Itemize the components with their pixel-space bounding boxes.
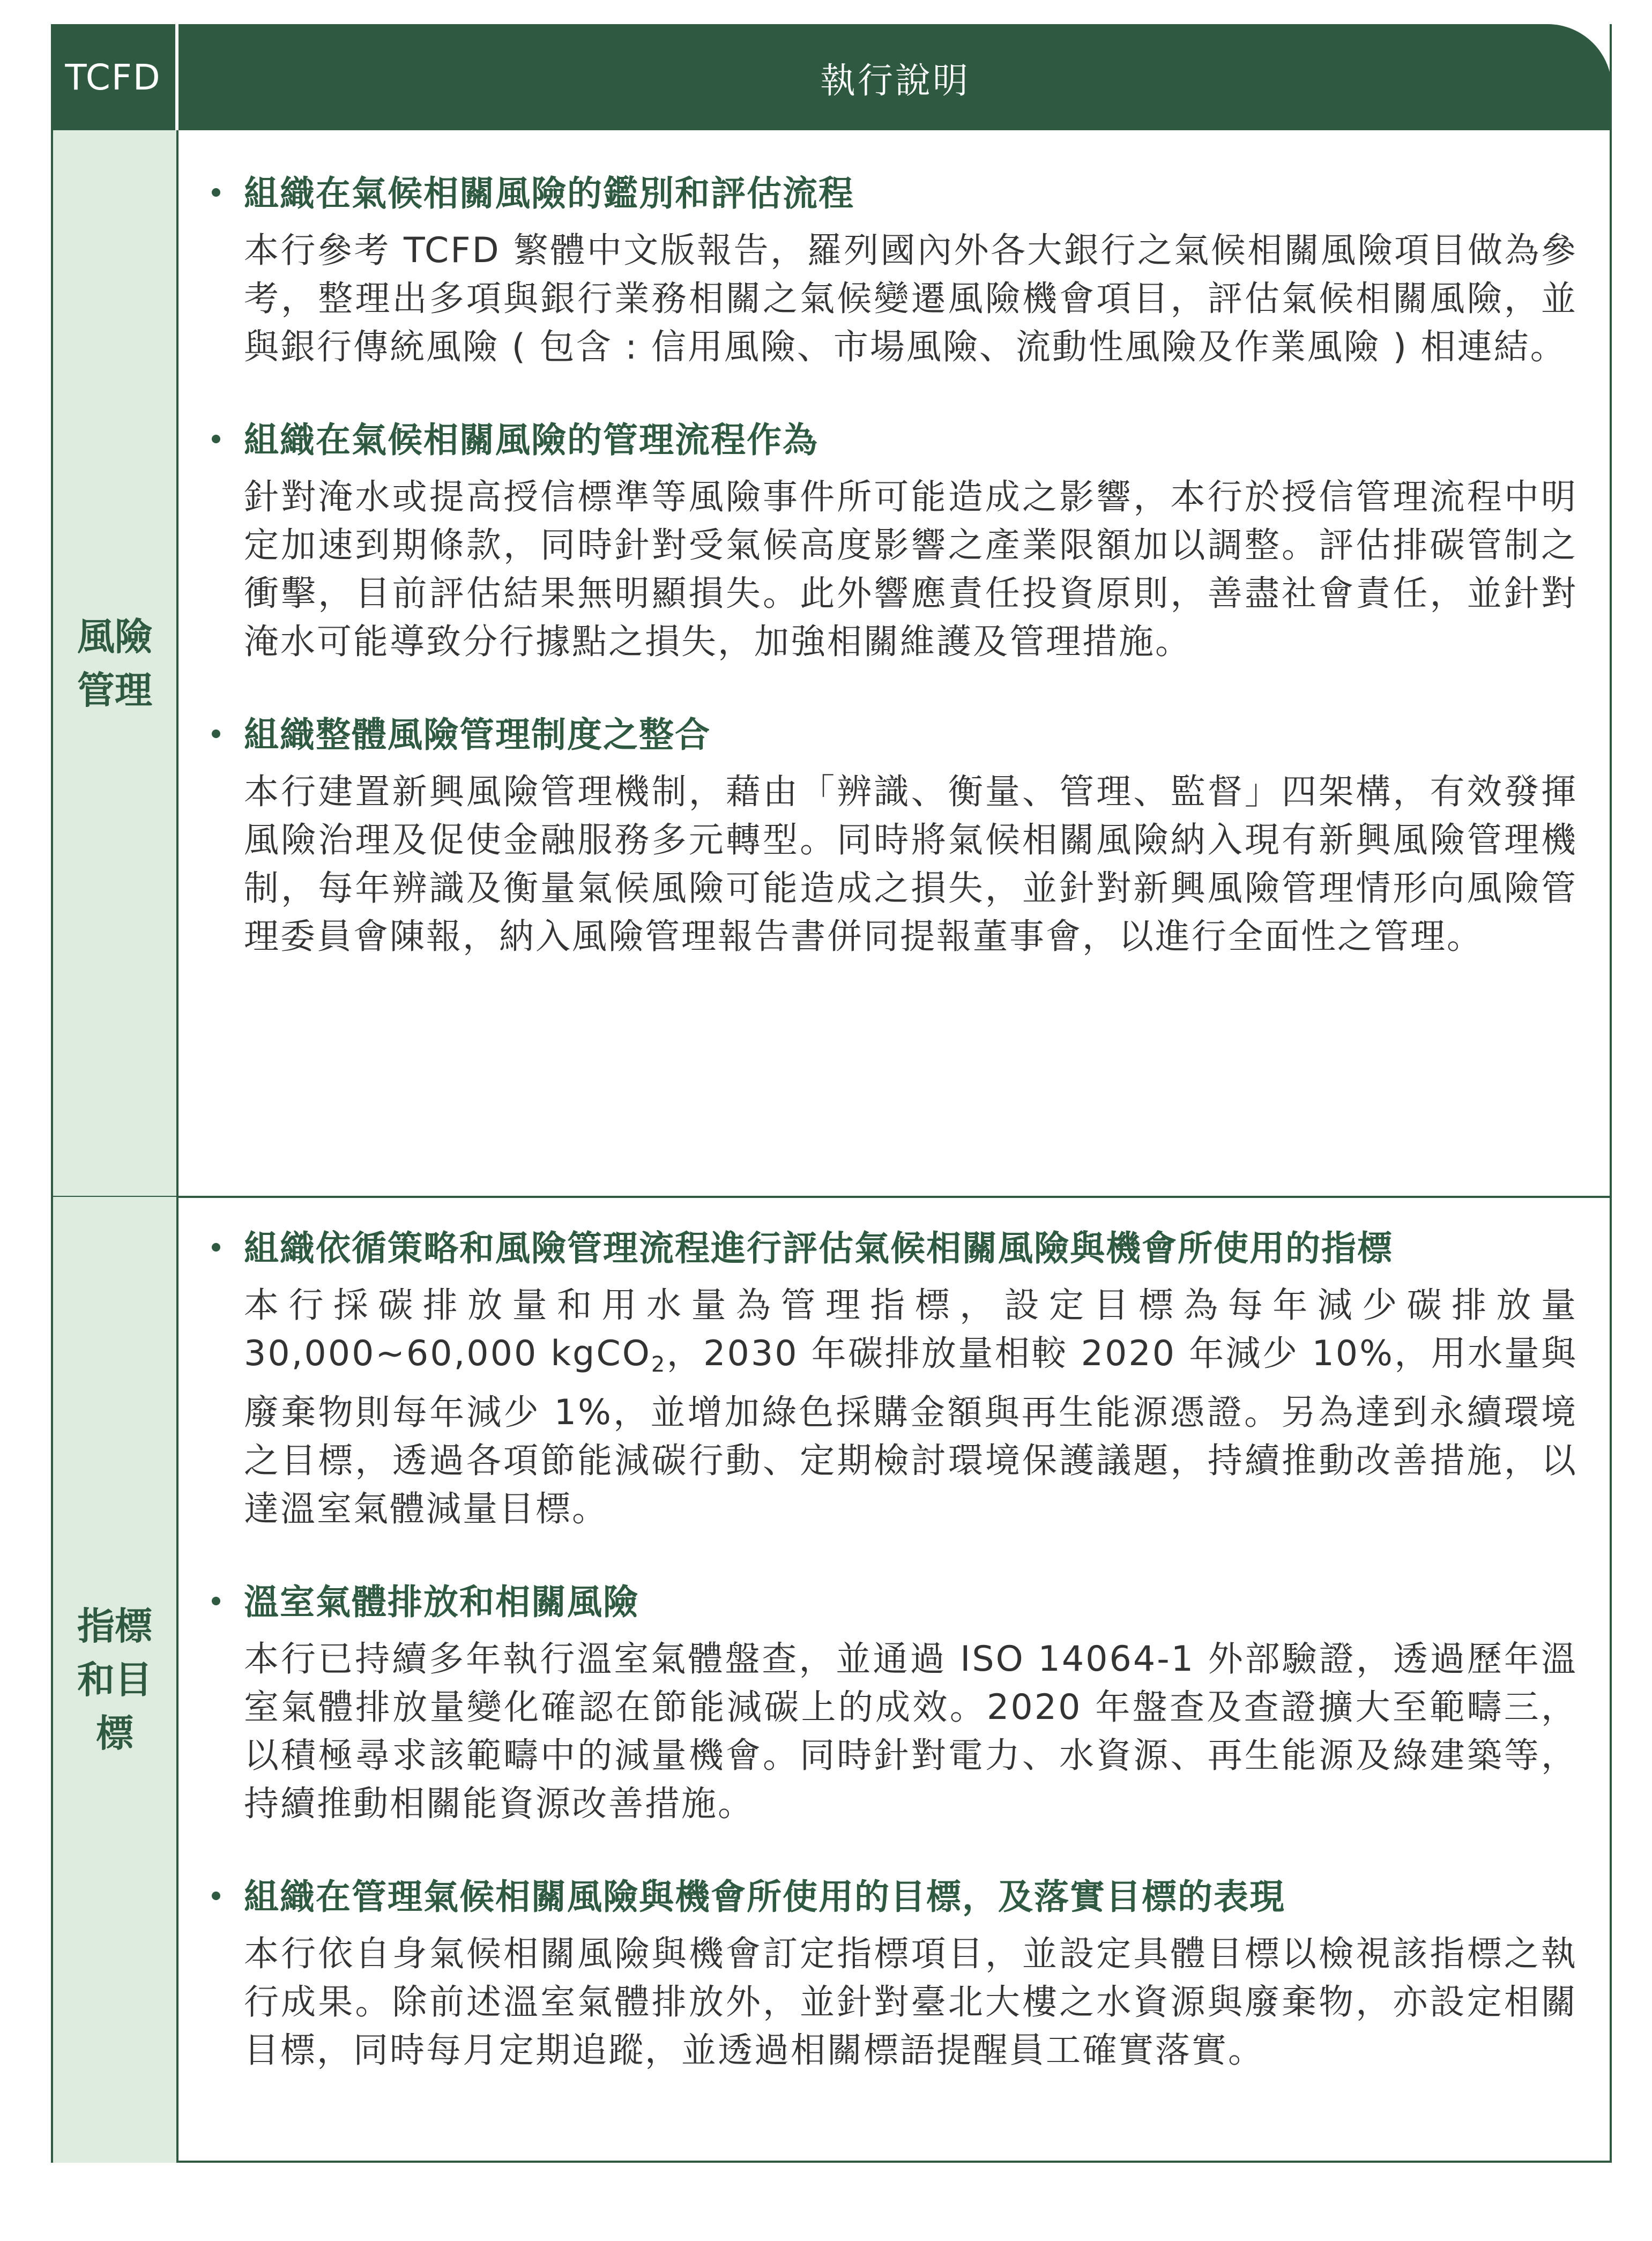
item-title: 組織依循策略和風險管理流程進行評估氣候相關風險與機會所使用的指標 [244, 1229, 1394, 1269]
subscript-2: 2 [651, 1352, 667, 1377]
item-title: 溫室氣體排放和相關風險 [244, 1582, 639, 1622]
bullet-icon [212, 729, 220, 738]
item-title: 組織整體風險管理制度之整合 [244, 715, 711, 755]
item-body: 本行參考 TCFD 繁體中文版報告，羅列國內外各大銀行之氣候相關風險項目做為參考，整理出多項與銀行業務相關之氣候變遷風險機會項目，評估氣候相關風險，並與銀行傳統風險 ( 包含 : 信用風險、市場風險、流動性風險及作業風險 ) 相連結。 [244, 230, 1577, 367]
row-label-cell [53, 1197, 178, 2163]
item-body: 本行已持續多年執行溫室氣體盤查，並通過 ISO 14064-1 外部驗證，透過歷年溫室氣體排放量變化確認在節能減碳上的成效。2020 年盤查及查證擴大至範疇三，以積極尋求該範疇中的減量機會。同時針對電力、水資源、再生能源及綠建築等，持續推動相關能資源改善措施。 [244, 1639, 1577, 1824]
header-tcfd: TCFD [51, 24, 178, 130]
bullet-icon [212, 1597, 220, 1605]
item-title: 組織在氣候相關風險的管理流程作為 [244, 420, 819, 460]
item-body-part: 本行採碳排放量和用水量為管理指標，設定目標為每年減少碳排放量 30,000~60,000 kgCO [244, 1285, 1577, 1374]
bullet-icon [212, 1892, 220, 1900]
list-item [212, 170, 1577, 371]
table-header [51, 24, 1612, 130]
list-item [212, 1873, 1577, 2075]
list-item [212, 711, 1577, 961]
metrics-targets-content [178, 1225, 1610, 2120]
item-body-part: ，2030 年碳排放量相較 2020 年減少 10%，用水量與廢棄物則每年減少 1%，並增加綠色採購金額與再生能源憑證。另為達到永續環境之目標，透過各項節能減碳行動、定期檢討環境保護議題，持續推動改善措施，以達溫室氣體減量目標。 [244, 1334, 1577, 1529]
list-item [212, 1225, 1577, 1533]
item-title: 組織在管理氣候相關風險與機會所使用的目標，及落實目標的表現 [244, 1877, 1286, 1917]
list-item [212, 1579, 1577, 1828]
row-label-metrics-targets: 指標和目標 [77, 1604, 152, 1755]
header-description: 執行說明 [820, 59, 970, 101]
bullet-icon [212, 188, 220, 197]
row-divider [53, 1196, 1610, 1198]
bullet-icon [212, 1243, 220, 1252]
bullet-icon [212, 435, 220, 443]
item-title: 組織在氣候相關風險的鑑別和評估流程 [244, 174, 855, 214]
tcfd-table [51, 24, 1612, 2163]
item-body [244, 1282, 1577, 1533]
item-body: 針對淹水或提高授信標準等風險事件所可能造成之影響，本行於授信管理流程中明定加速到期條款，同時針對受氣候高度影響之產業限額加以調整。評估排碳管制之衝擊，目前評估結果無明顯損失。此外響應責任投資原則，善盡社會責任，並針對淹水可能導致分行據點之損失，加強相關維護及管理措施。 [244, 477, 1577, 662]
item-body: 本行依自身氣候相關風險與機會訂定指標項目，並設定具體目標以檢視該指標之執行成果。除前述溫室氣體排放外，並針對臺北大樓之水資源與廢棄物，亦設定相關目標，同時每月定期追蹤，並透過相關標語提醒員工確實落實。 [244, 1934, 1577, 2071]
row-label-cell [53, 130, 178, 1197]
risk-management-content [178, 170, 1610, 1006]
item-body: 本行建置新興風險管理機制，藉由「辨識、衡量、管理、監督」四架構，有效發揮風險治理及促使金融服務多元轉型。同時將氣候相關風險納入現有新興風險管理機制，每年辨識及衡量氣候風險可能造成之損失，並針對新興風險管理情形向風險管理委員會陳報，納入風險管理報告書併同提報董事會，以進行全面性之管理。 [244, 772, 1577, 957]
list-item [212, 416, 1577, 666]
row-label-risk-management: 風險管理 [77, 615, 152, 712]
